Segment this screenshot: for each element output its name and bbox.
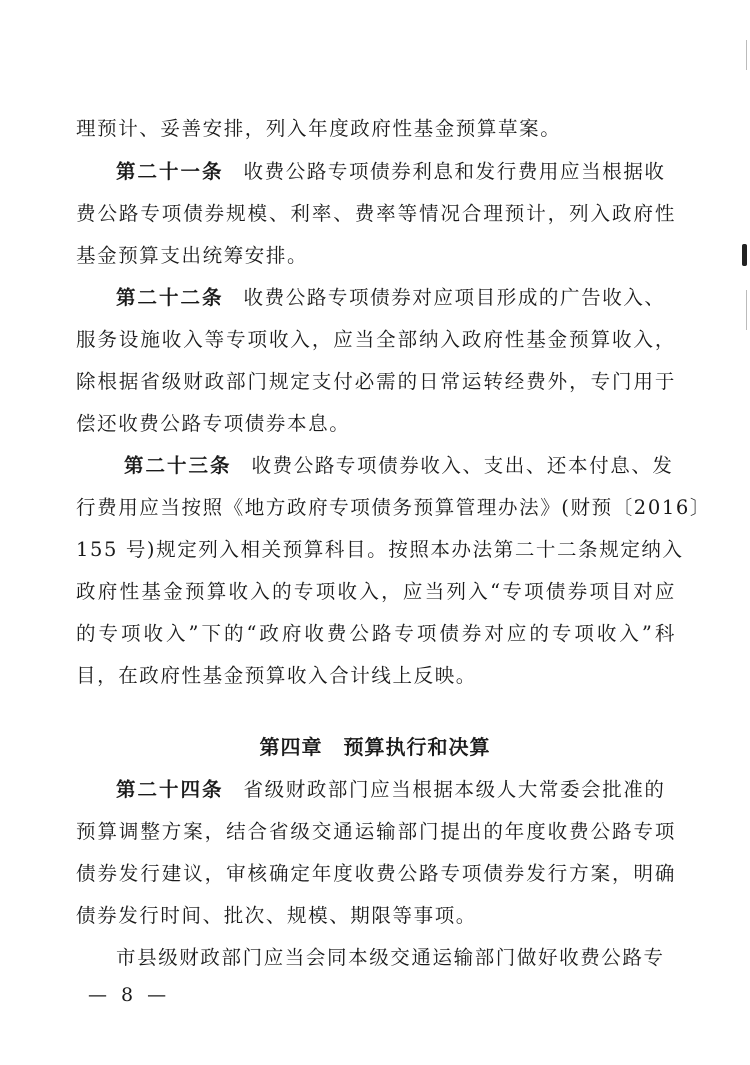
scan-edge-line (746, 290, 747, 330)
body-line: 债券发行时间、批次、规模、期限等事项。 (76, 904, 477, 927)
body-line: 行费用应当按照《地方政府专项债务预算管理办法》(财预〔2016〕 (76, 496, 711, 519)
article-heading: 第二十三条 (124, 454, 232, 477)
body-line: 除根据省级财政部门规定支付必需的日常运转经费外，专门用于 (76, 370, 676, 393)
body-line: 155 号)规定列入相关预算科目。按照本办法第二十二条规定纳入 (76, 538, 684, 561)
body-line: 费公路专项债券规模、利率、费率等情况合理预计，列入政府性 (76, 202, 676, 225)
body-line: 目，在政府性基金预算收入合计线上反映。 (76, 664, 477, 687)
scan-edge-line (746, 40, 747, 70)
page-number: — 8 — (88, 984, 171, 1006)
body-line: 偿还收费公路专项债券本息。 (76, 412, 351, 435)
article-heading: 第二十二条 (116, 286, 224, 309)
body-line: 市县级财政部门应当会同本级交通运输部门做好收费公路专 (116, 946, 665, 969)
article-22-line: 第二十二条 收费公路专项债券对应项目形成的广告收入、 (116, 286, 666, 309)
body-line: 的专项收入”下的“政府收费公路专项债券对应的专项收入”科 (76, 622, 676, 645)
scan-edge-mark (742, 244, 747, 266)
body-line: 基金预算支出统筹安排。 (76, 244, 309, 267)
body-line: 政府性基金预算收入的专项收入，应当列入“专项债券项目对应 (76, 580, 676, 603)
body-line: 理预计、妥善安排，列入年度政府性基金预算草案。 (76, 117, 562, 140)
body-line: 债券发行建议，审核确定年度收费公路专项债券发行方案，明确 (76, 862, 676, 885)
body-line: 服务设施收入等专项收入，应当全部纳入政府性基金预算收入， (76, 328, 676, 351)
article-heading: 第二十四条 (116, 778, 224, 801)
article-23-line: 第二十三条 收费公路专项债券收入、支出、还本付息、发 (124, 454, 674, 477)
article-24-line: 第二十四条 省级财政部门应当根据本级人大常委会批准的 (116, 778, 666, 801)
article-21-line: 第二十一条 收费公路专项债券利息和发行费用应当根据收 (116, 160, 666, 183)
body-line: 预算调整方案，结合省级交通运输部门提出的年度收费公路专项 (76, 820, 676, 843)
chapter-title: 第四章 预算执行和决算 (259, 735, 491, 759)
article-heading: 第二十一条 (116, 160, 224, 183)
